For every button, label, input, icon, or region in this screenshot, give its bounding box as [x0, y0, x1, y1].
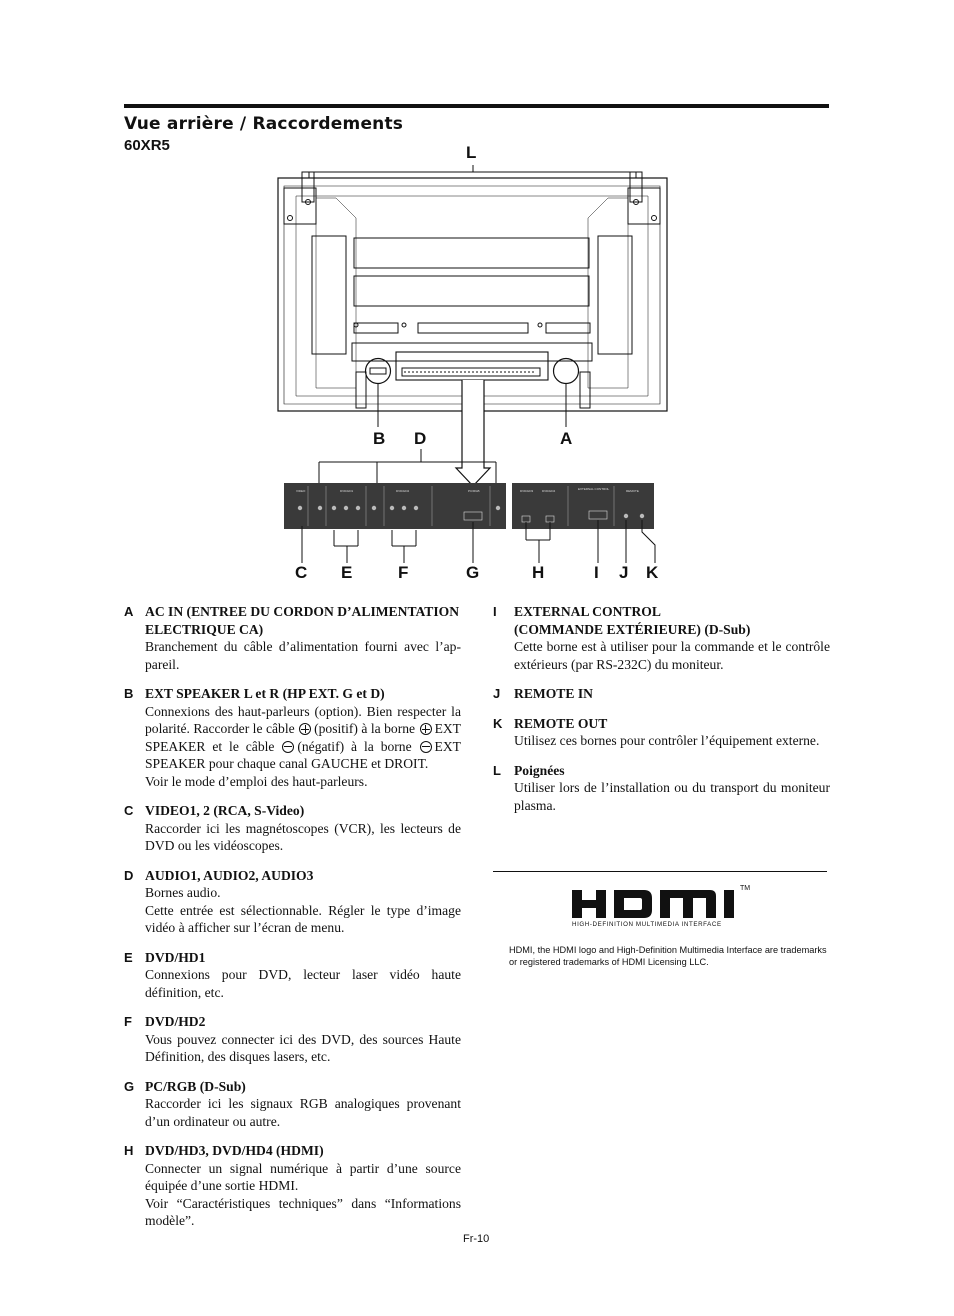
negative-polarity-icon [420, 741, 432, 753]
positive-polarity-icon [420, 723, 432, 735]
svg-text:DVD/HD4: DVD/HD4 [542, 489, 556, 493]
item-e: E DVD/HD1 Connexions pour DVD, lecteur laser vidéo haute définition, etc. [124, 949, 461, 1000]
hdmi-trademark-note: HDMI, the HDMI logo and High-Definition Multimedia Interface are trademarks or registered trademarks of HDMI Licensing LLC. [509, 945, 827, 967]
description-right-column [493, 603, 830, 826]
callout-i: I [594, 563, 599, 582]
svg-text:VIDEO: VIDEO [296, 489, 306, 493]
description-left-column [124, 603, 461, 1242]
item-d: D AUDIO1, AUDIO2, AUDIO3 Bornes audio. Cette entrée est sélectionnable. Régler le type d’image vidéo à afficher sur l’écran de menu. [124, 867, 461, 935]
callout-j: J [619, 563, 629, 582]
svg-text:EXTERNAL CONTROL: EXTERNAL CONTROL [578, 487, 610, 491]
item-h: H DVD/HD3, DVD/HD4 (HDMI) Connecter un signal numérique à partir d’une source équipée d’une sortie HDMI. Voir “Caractéristiques techniques” dans “Informations modèle”. [124, 1143, 461, 1228]
callout-e: E [341, 563, 353, 582]
hdmi-tagline: HIGH-DEFINITION MULTIMEDIA INTERFACE [572, 921, 722, 928]
handle-left [284, 172, 316, 224]
item-j: J REMOTE IN [493, 686, 593, 701]
callout-b: B [373, 429, 386, 448]
item-a: A AC IN (ENTREE DU CORDON D’ALIMENTATION ELECTRIQUE CA) Branchement du câble d’alimentation fourni avec l’ap-pareil. [124, 604, 461, 672]
hdmi-trademark: TM [740, 885, 751, 892]
handle-right [628, 172, 660, 224]
callout-l: L [466, 143, 477, 162]
svg-text:REMOTE: REMOTE [626, 489, 639, 493]
svg-text:PC/RGB: PC/RGB [468, 489, 480, 493]
negative-polarity-icon [282, 741, 294, 753]
item-i: I EXTERNAL CONTROL (COMMANDE EXTÉRIEURE) (D-Sub) Cette borne est à utiliser pour la commande et le contrôle extérieurs (par RS-232C) du moniteur. [493, 604, 830, 672]
item-b: B EXT SPEAKER L et R (HP EXT. G et D) Connexions des haut-parleurs (option). Bien respecter la polarité. Raccorder le câble (positif) à la borne EXT SPEAKER et le câble (négatif) à la borne EXT SPEAKER pour chaque canal GAUCHE et DROIT. Voir le mode d’emploi des haut-parleurs. [124, 686, 461, 789]
svg-text:DVD/HD3: DVD/HD3 [520, 489, 534, 493]
callout-c: C [295, 563, 308, 582]
page-number: Fr-10 [463, 1233, 490, 1245]
speaker-terminal-marker [366, 359, 391, 384]
page-title: Vue arrière / Raccordements [124, 114, 404, 134]
item-l: L Poignées Utiliser lors de l’installation ou du transport du moniteur plasma. [493, 762, 830, 813]
callout-k: K [646, 563, 659, 582]
item-g: G PC/RGB (D-Sub) Raccorder ici les signaux RGB analogiques provenant d’un ordinateur ou autre. [124, 1078, 461, 1129]
callout-h: H [532, 563, 545, 582]
positive-polarity-icon [299, 723, 311, 735]
item-f: F DVD/HD2 Vous pouvez connecter ici des DVD, des sources Haute Définition, des disques lasers, etc. [124, 1014, 461, 1064]
callout-g: G [466, 563, 480, 582]
callout-d: D [414, 429, 427, 448]
svg-text:DVD/HD2: DVD/HD2 [396, 489, 410, 493]
item-k: K REMOTE OUT Utilisez ces bornes pour contrôler l’équipement externe. [493, 715, 820, 748]
svg-text:DVD/HD1: DVD/HD1 [340, 489, 354, 493]
callout-f: F [398, 563, 409, 582]
item-c: C VIDEO1, 2 (RCA, S-Video) Raccorder ici les magnétoscopes (VCR), les lecteurs de DVD ou les vidéoscopes. [124, 803, 461, 853]
model-name: 60XR5 [124, 137, 170, 154]
hdmi-divider [493, 871, 827, 872]
rear-view-diagram [0, 0, 954, 600]
ac-in-marker [554, 359, 579, 384]
callout-a: A [560, 429, 573, 448]
